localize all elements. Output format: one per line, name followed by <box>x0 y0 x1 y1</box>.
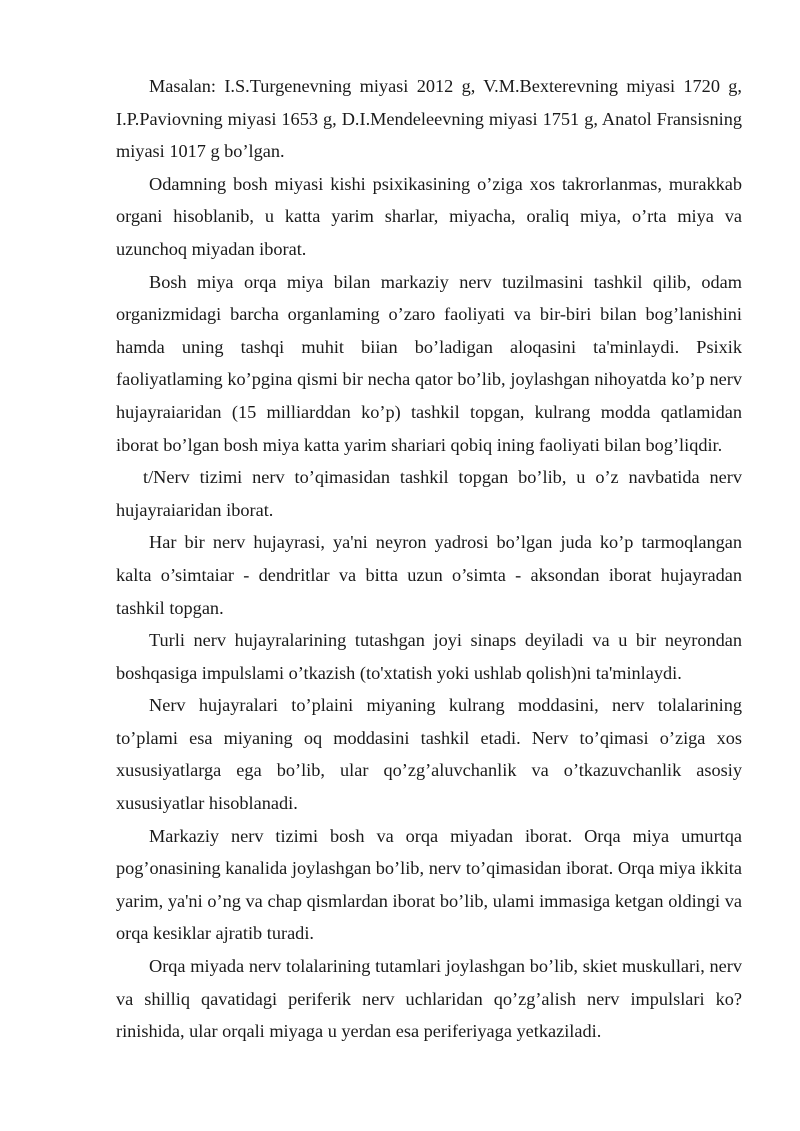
paragraph-brain-weights: Masalan: I.S.Turgenevning miyasi 2012 g, V.M.Bexterevning miyasi 1720 g, I.P.Paviovning miyasi 1653 g, D.I.Mendeleevning miyasi 1751 g, Anatol Fransisning miyasi 1017 g bo’lgan. <box>116 76 742 162</box>
paragraph-spinal-cord: Orqa miyada nerv tolalarining tutamlari joylashgan bo’lib, skiet muskullari, nerv va shilliq qavatidagi periferik nerv uchlaridan qo’zg’alish nerv impulslari ko?rinishida, ular orqali miyaga u yerdan esa periferiyaga yetkaziladi. <box>116 956 742 1042</box>
paragraph-synapse: Turli nerv hujayralarining tutashgan joyi sinaps deyiladi va u bir neyrondan boshqasiga impulslami o’tkazish (to'xtatish yoki ushlab qolish)ni ta'minlaydi. <box>116 630 742 683</box>
paragraph-brain-structure: Odamning bosh miyasi kishi psixikasining o’ziga xos takrorlanmas, murakkab organi hisoblanib, u katta yarim sharlar, miyacha, oraliq miya, o’rta miya va uzunchoq miyadan iborat. <box>116 173 742 259</box>
paragraph-brain-function: Bosh miya orqa miya bilan markaziy nerv tuzilmasini tashkil qilib, odam organizmidagi barcha organlaming o’zaro faoliyati va bir-biri bilan bog’lanishini hamda uning tashqi muhit biian bo’ladigan aloqasini ta'minlaydi. Psixik faoliyatlaming ko’pgina qismi bir necha qator bo’lib, joylashgan nihoyatda ko’p nerv hujayraiaridan (15 milliarddan ko’p) tashkil topgan, kulrang modda qatlamidan iborat bo’lgan bosh miya katta yarim shariari qobiq ining faoliyati bilan bog’liqdir. <box>116 271 742 455</box>
paragraph-grey-white-matter: Nerv hujayralari to’plaini miyaning kulrang moddasini, nerv tolalarining to’plami esa miyaning oq moddasini tashkil etadi. Nerv to’qimasi o’ziga xos xususiyatlarga ega bo’lib, ular qo’zg’aluvchanlik va o’tkazuvchanlik asosiy xususiyatlar hisoblanadi. <box>116 695 742 814</box>
paragraph-nervous-system: t/Nerv tizimi nerv to’qimasidan tashkil topgan bo’lib, u o’z navbatida nerv hujayraiaridan iborat. <box>116 467 742 520</box>
paragraph-central-nervous-system: Markaziy nerv tizimi bosh va orqa miyadan iborat. Orqa miya umurtqa pog’onasining kanalida joylashgan bo’lib, nerv to’qimasidan iborat. Orqa miya ikkita yarim, ya'ni o’ng va chap qismlardan iborat bo’lib, ulami immasiga ketgan oldingi va orqa kesiklar ajratib turadi. <box>116 825 742 944</box>
paragraph-neuron: Har bir nerv hujayrasi, ya'ni neyron yadrosi bo’lgan juda ko’p tarmoqlangan kalta o’simtaiar - dendritlar va bitta uzun o’simta - aksondan iborat hujayradan tashkil topgan. <box>116 532 742 618</box>
document-page <box>116 70 742 1048</box>
